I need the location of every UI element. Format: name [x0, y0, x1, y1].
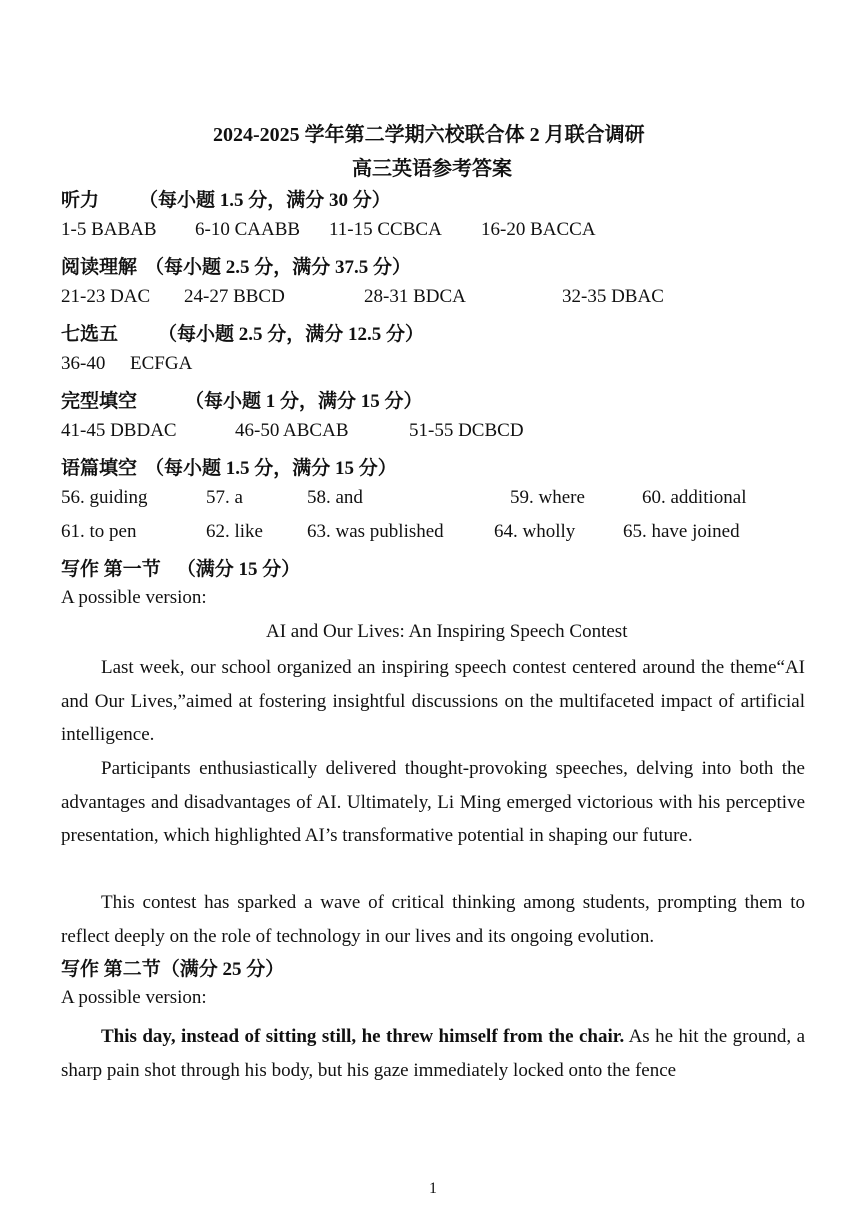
section-heading-reading: [61, 252, 411, 279]
answer-group: 6-10 CAABB: [195, 219, 301, 240]
section-name: 完型填空: [61, 391, 138, 412]
document-title: 2024-2025 学年第二学期六校联合体 2 月联合调研: [213, 124, 645, 146]
section-heading-seven-five: [61, 319, 424, 346]
answer-group: 46-50 ABCAB: [235, 420, 349, 441]
answer-group: 24-27 BBCD: [184, 286, 285, 307]
essay-paragraph: Participants enthusiastically delivered thought-provoking speeches, delving into both the advantages and disadvantages of AI. Ultimately, Li Ming emerged victorious with his perceptive presentation, which highlighted AI’s transformative potential in shaping our future.: [61, 758, 805, 846]
answer-range: 36-40: [61, 353, 106, 374]
lead-sentence: This day, instead of sitting still, he threw himself from the chair.: [101, 1026, 625, 1047]
answer-item: 57. a: [206, 487, 243, 508]
answer-item: 59. where: [510, 487, 585, 508]
answer-group: 11-15 CCBCA: [329, 219, 442, 240]
answer-group: 21-23 DAC: [61, 286, 151, 307]
answer-item: 65. have joined: [623, 521, 740, 542]
answer-group: 41-45 DBDAC: [61, 420, 177, 441]
section-note: （每小题 1.5 分，满分 15 分）: [145, 458, 397, 479]
section-note: （每小题 2.5 分，满分 37.5 分）: [145, 257, 412, 278]
answer-letters: ECFGA: [130, 353, 193, 374]
document-subtitle: 高三英语参考答案: [352, 158, 512, 180]
continuation-text: As he hit the ground, a sharp pain shot through his body, but his gaze immediately locked onto the fence: [61, 1026, 805, 1081]
version-label: A possible version:: [61, 987, 207, 1008]
section-heading-listening: [61, 185, 391, 212]
section-name: 写作 第一节: [61, 559, 161, 580]
continuation-paragraph: [61, 1020, 805, 1087]
section-note: （满分 15 分）: [176, 559, 301, 580]
section-note: （每小题 1 分，满分 15 分）: [185, 391, 423, 412]
answer-item: 64. wholly: [494, 521, 576, 542]
answer-item: 58. and: [307, 487, 363, 508]
answer-group: 1-5 BABAB: [61, 219, 157, 240]
answer-item: 61. to pen: [61, 521, 137, 542]
answer-group: 28-31 BDCA: [364, 286, 466, 307]
essay-paragraph: This contest has sparked a wave of critical thinking among students, prompting them to reflect deeply on the role of technology in our lives and its ongoing evolution.: [61, 892, 805, 947]
section-note: （每小题 2.5 分，满分 12.5 分）: [158, 324, 425, 345]
page-number: 1: [429, 1180, 437, 1197]
answer-item: 56. guiding: [61, 487, 148, 508]
section-heading-cloze: [61, 386, 423, 413]
version-label: A possible version:: [61, 587, 207, 608]
section-heading-writing-2: 写作 第二节（满分 25 分）: [61, 959, 285, 980]
answer-group: 51-55 DCBCD: [409, 420, 524, 441]
section-name: 听力: [61, 190, 100, 211]
answer-item: 60. additional: [642, 487, 747, 508]
essay-title: AI and Our Lives: An Inspiring Speech Contest: [266, 621, 628, 642]
answer-item: 62. like: [206, 521, 263, 542]
section-heading-writing-1: [61, 554, 300, 581]
answer-group: 32-35 DBAC: [562, 286, 664, 307]
section-note: （每小题 1.5 分，满分 30 分）: [139, 190, 391, 211]
essay-paragraph: Last week, our school organized an inspiring speech contest centered around the theme“AI and Our Lives,”aimed at fostering insightful discussions on the multifaceted impact of artificial intelligence.: [61, 657, 805, 745]
section-name: 语篇填空: [61, 458, 138, 479]
answer-group: 16-20 BACCA: [481, 219, 596, 240]
section-name: 七选五: [61, 324, 119, 345]
section-heading-grammar-fill: [61, 453, 397, 480]
answer-item: 63. was published: [307, 521, 444, 542]
section-name: 阅读理解: [61, 257, 138, 278]
